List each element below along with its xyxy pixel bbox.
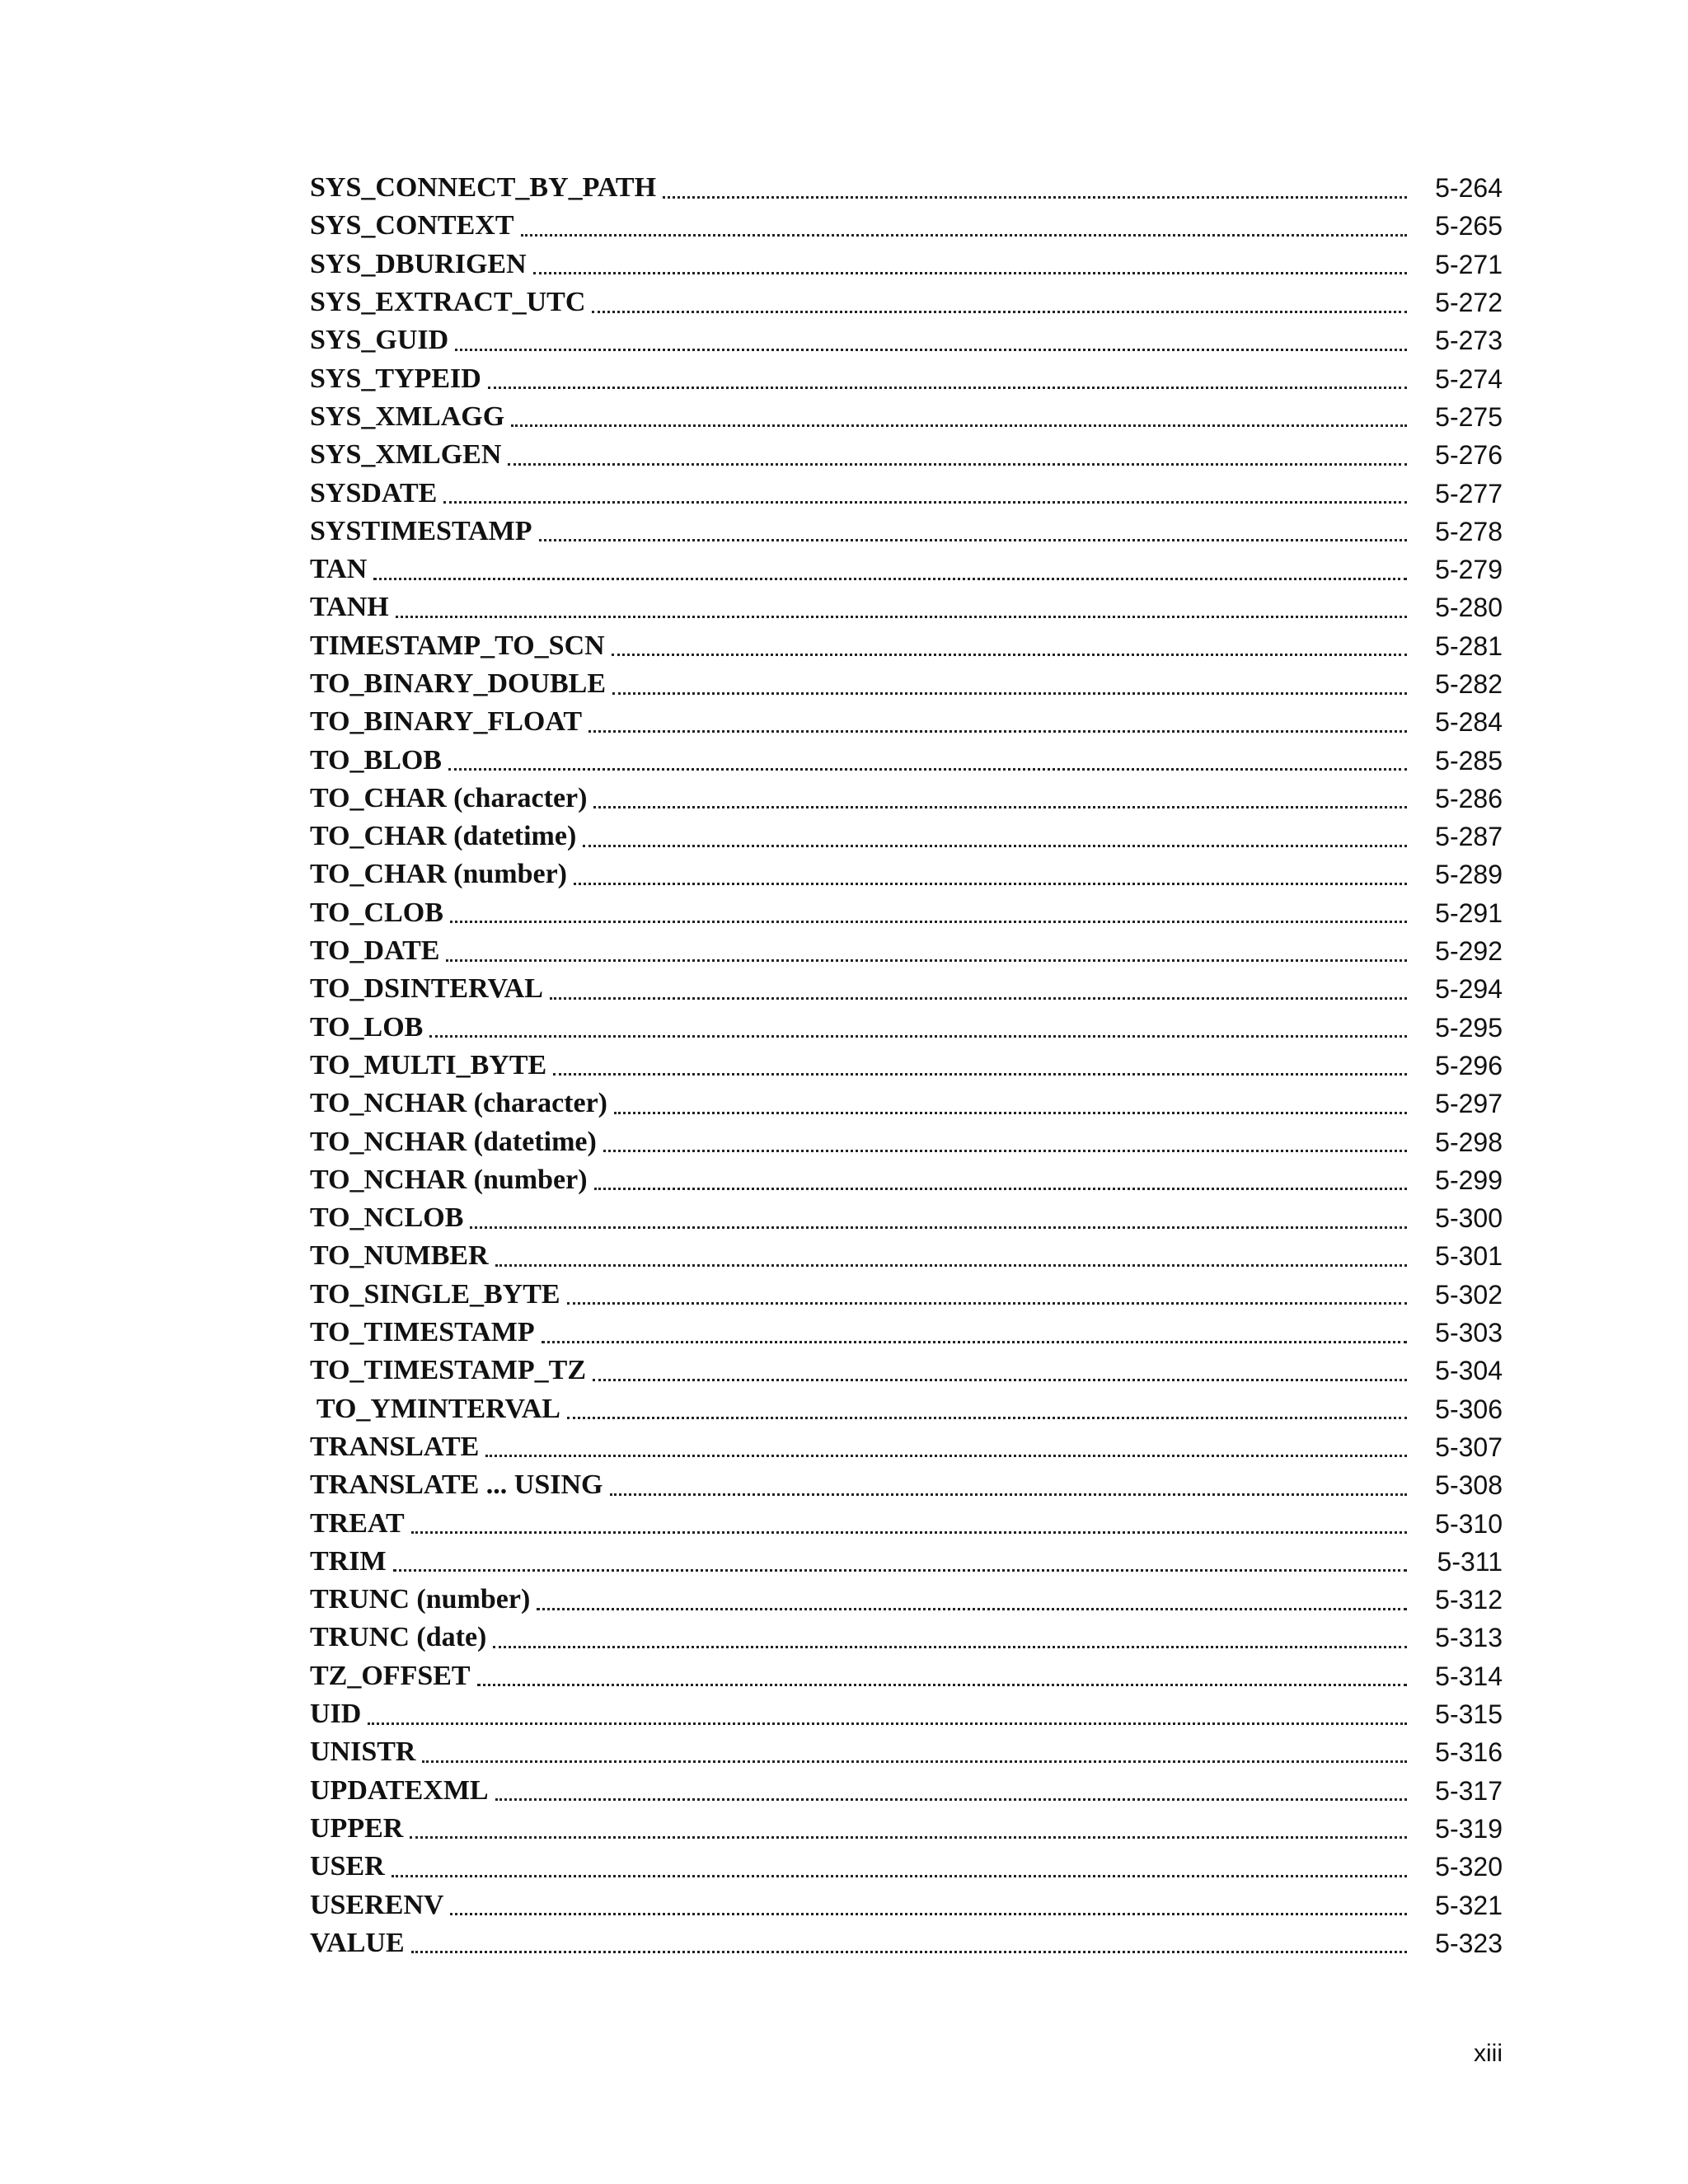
toc-entry-page-number: 5-299 xyxy=(1435,1165,1503,1195)
dot-leader xyxy=(443,501,1407,504)
dot-leader xyxy=(470,1226,1407,1229)
toc-entry-title: VALUE xyxy=(310,1927,405,1958)
dot-leader xyxy=(411,1951,1407,1953)
toc-entry-page-number: 5-295 xyxy=(1435,1012,1503,1043)
toc-entry-title: TO_NCHAR (datetime) xyxy=(310,1126,597,1157)
page-number-folio: xiii xyxy=(1474,2040,1503,2067)
toc-entry-title: SYS_CONNECT_BY_PATH xyxy=(310,172,657,204)
toc-entry-title: TO_SINGLE_BYTE xyxy=(310,1278,560,1310)
dot-leader xyxy=(396,616,1407,618)
toc-entry-title: TRANSLATE xyxy=(310,1431,480,1462)
toc-entry-title: TO_DATE xyxy=(310,935,440,967)
toc-entry-page-number: 5-323 xyxy=(1435,1928,1503,1958)
dot-leader xyxy=(612,654,1407,656)
dot-leader xyxy=(411,1531,1407,1534)
toc-entry-page-number: 5-264 xyxy=(1435,173,1503,204)
dot-leader xyxy=(594,1188,1407,1190)
toc-entry-title: TO_BLOB xyxy=(310,744,442,776)
toc-entry-page-number: 5-312 xyxy=(1435,1585,1503,1615)
toc-entry-title: TIMESTAMP_TO_SCN xyxy=(310,630,605,661)
dot-leader xyxy=(588,730,1407,733)
dot-leader xyxy=(610,1493,1407,1496)
toc-entry-page-number: 5-301 xyxy=(1435,1241,1503,1272)
dot-leader xyxy=(663,196,1407,199)
dot-leader xyxy=(495,1264,1407,1267)
toc-entry[interactable] xyxy=(310,359,1503,397)
toc-entry-title: TO_CHAR (number) xyxy=(310,859,567,890)
toc-entry-page-number: 5-310 xyxy=(1435,1508,1503,1539)
toc-entry-page-number: 5-313 xyxy=(1435,1623,1503,1653)
dot-leader xyxy=(495,1798,1407,1801)
toc-entry-title: TREAT xyxy=(310,1507,405,1539)
toc-entry[interactable] xyxy=(310,1543,1503,1581)
dot-leader xyxy=(592,311,1407,313)
toc-entry-title: TO_BINARY_FLOAT xyxy=(310,706,583,738)
dot-leader xyxy=(550,997,1407,1000)
toc-entry-title: SYSDATE xyxy=(310,477,438,509)
dot-leader xyxy=(533,272,1407,274)
toc-entry-page-number: 5-300 xyxy=(1435,1203,1503,1234)
toc-entry-title: TO_TIMESTAMP_TZ xyxy=(310,1355,587,1386)
toc-entry[interactable] xyxy=(310,1276,1503,1314)
toc-entry-page-number: 5-316 xyxy=(1435,1737,1503,1768)
toc-entry[interactable] xyxy=(310,1390,1503,1428)
dot-leader xyxy=(422,1760,1407,1763)
dot-leader xyxy=(539,539,1407,541)
toc-entry-page-number: 5-304 xyxy=(1435,1356,1503,1386)
toc-entry-title: SYS_DBURIGEN xyxy=(310,248,527,279)
toc-entry[interactable] xyxy=(310,436,1503,474)
toc-entry-title: TZ_OFFSET xyxy=(310,1660,471,1691)
toc-entry-page-number: 5-279 xyxy=(1435,555,1503,585)
dot-leader xyxy=(593,806,1407,808)
toc-entry-page-number: 5-297 xyxy=(1435,1089,1503,1119)
toc-entry[interactable] xyxy=(310,1657,1503,1695)
toc-entry[interactable] xyxy=(310,703,1503,741)
toc-entry-page-number: 5-277 xyxy=(1435,478,1503,509)
toc-entry-page-number: 5-303 xyxy=(1435,1318,1503,1348)
toc-entry-title: UPDATEXML xyxy=(310,1774,489,1806)
toc-entry-page-number: 5-311 xyxy=(1437,1546,1503,1577)
dot-leader xyxy=(392,1875,1407,1877)
dot-leader xyxy=(448,768,1407,771)
toc-entry[interactable] xyxy=(310,321,1503,359)
toc-entry[interactable] xyxy=(310,207,1503,245)
dot-leader xyxy=(614,1112,1407,1114)
dot-leader xyxy=(477,1684,1407,1686)
toc-entry-title: TO_NCLOB xyxy=(310,1202,464,1234)
toc-entry-page-number: 5-286 xyxy=(1435,783,1503,813)
dot-leader xyxy=(593,1379,1407,1381)
toc-entry-title: TRANSLATE ... USING xyxy=(310,1469,603,1501)
toc-entry-title: SYS_XMLAGG xyxy=(310,401,505,432)
toc-entry[interactable] xyxy=(310,818,1503,855)
toc-entry[interactable] xyxy=(310,741,1503,779)
toc-entry[interactable] xyxy=(310,932,1503,970)
toc-entry-page-number: 5-287 xyxy=(1435,822,1503,852)
dot-leader xyxy=(450,921,1407,923)
toc-entry-page-number: 5-306 xyxy=(1435,1394,1503,1424)
toc-entry[interactable] xyxy=(310,1009,1503,1047)
toc-entry-title: TO_LOB xyxy=(310,1011,424,1043)
dot-leader xyxy=(542,1341,1407,1343)
toc-entry[interactable] xyxy=(310,780,1503,818)
dot-leader xyxy=(368,1722,1407,1725)
toc-entry-page-number: 5-276 xyxy=(1435,440,1503,471)
toc-entry[interactable] xyxy=(310,627,1503,665)
toc-entry[interactable] xyxy=(310,1733,1503,1771)
dot-leader xyxy=(603,1150,1407,1152)
toc-entry-title: TO_BINARY_DOUBLE xyxy=(310,668,607,699)
toc-entry[interactable] xyxy=(310,246,1503,284)
dot-leader xyxy=(493,1646,1407,1648)
toc-entry-title: TO_TIMESTAMP xyxy=(310,1317,535,1348)
toc-entry[interactable] xyxy=(310,169,1503,207)
toc-entry-page-number: 5-273 xyxy=(1435,326,1503,356)
toc-entry-title: TO_MULTI_BYTE xyxy=(310,1049,547,1080)
toc-entry-title: SYS_CONTEXT xyxy=(310,210,514,241)
dot-leader xyxy=(455,349,1407,351)
dot-leader xyxy=(612,692,1407,695)
toc-entry-title: TANH xyxy=(310,592,389,623)
toc-entry-title: SYSTIMESTAMP xyxy=(310,515,532,546)
dot-leader xyxy=(511,424,1407,427)
dot-leader xyxy=(521,234,1407,237)
dot-leader xyxy=(429,1035,1407,1038)
toc-entry-title: TRUNC (number) xyxy=(310,1584,531,1615)
toc-entry[interactable] xyxy=(310,398,1503,436)
toc-entry-page-number: 5-294 xyxy=(1435,974,1503,1005)
toc-entry-page-number: 5-278 xyxy=(1435,516,1503,546)
toc-entry-page-number: 5-314 xyxy=(1435,1661,1503,1691)
toc-entry[interactable] xyxy=(310,1581,1503,1619)
toc-entry[interactable] xyxy=(310,665,1503,703)
toc-entry-page-number: 5-271 xyxy=(1435,249,1503,279)
toc-entry-page-number: 5-282 xyxy=(1435,669,1503,699)
toc-entry-title: TAN xyxy=(310,554,368,585)
dot-leader xyxy=(508,463,1407,466)
toc-entry-title: TRUNC (date) xyxy=(310,1622,487,1653)
toc-entry[interactable] xyxy=(310,1619,1503,1657)
dot-leader xyxy=(446,959,1407,962)
toc-entry[interactable] xyxy=(310,513,1503,551)
toc-entry[interactable] xyxy=(310,474,1503,512)
toc-entry-title: TO_CHAR (character) xyxy=(310,782,588,813)
toc-entry[interactable] xyxy=(310,1924,1503,1962)
toc-entry-page-number: 5-274 xyxy=(1435,363,1503,394)
toc-entry-title: SYS_GUID xyxy=(310,325,449,356)
toc-entry-title: TRIM xyxy=(310,1545,387,1577)
toc-entry[interactable] xyxy=(310,1161,1503,1199)
toc-entry[interactable] xyxy=(310,284,1503,321)
dot-leader xyxy=(485,1455,1407,1457)
toc-entry[interactable] xyxy=(310,588,1503,626)
dot-leader xyxy=(373,578,1407,580)
toc-entry-page-number: 5-298 xyxy=(1435,1127,1503,1157)
dot-leader xyxy=(393,1569,1407,1572)
table-of-contents xyxy=(310,169,1503,1962)
toc-entry-page-number: 5-285 xyxy=(1435,745,1503,776)
toc-entry-page-number: 5-307 xyxy=(1435,1432,1503,1462)
toc-entry-page-number: 5-308 xyxy=(1435,1470,1503,1501)
toc-entry-page-number: 5-291 xyxy=(1435,898,1503,928)
dot-leader xyxy=(410,1836,1407,1839)
toc-entry-title: TO_CLOB xyxy=(310,897,443,928)
toc-entry[interactable] xyxy=(310,1695,1503,1733)
toc-entry[interactable] xyxy=(310,1810,1503,1848)
toc-entry[interactable] xyxy=(310,1314,1503,1352)
toc-entry-page-number: 5-320 xyxy=(1435,1852,1503,1882)
toc-entry-title: TO_CHAR (datetime) xyxy=(310,821,577,852)
toc-entry-title: UNISTR xyxy=(310,1736,416,1768)
toc-entry-title: TO_YMINTERVAL xyxy=(310,1393,560,1424)
toc-entry[interactable] xyxy=(310,1237,1503,1275)
toc-entry-title: TO_DSINTERVAL xyxy=(310,973,543,1005)
toc-entry[interactable] xyxy=(310,1047,1503,1085)
toc-entry-title: UID xyxy=(310,1699,362,1730)
toc-entry[interactable] xyxy=(310,1352,1503,1390)
toc-entry[interactable] xyxy=(310,1466,1503,1504)
dot-leader xyxy=(537,1608,1407,1610)
dot-leader xyxy=(450,1913,1407,1915)
toc-entry-page-number: 5-265 xyxy=(1435,211,1503,241)
toc-entry-title: USERENV xyxy=(310,1889,444,1920)
toc-entry[interactable] xyxy=(310,894,1503,932)
dot-leader xyxy=(567,1417,1407,1419)
toc-entry-page-number: 5-272 xyxy=(1435,288,1503,318)
toc-entry-page-number: 5-317 xyxy=(1435,1775,1503,1806)
toc-entry-page-number: 5-289 xyxy=(1435,860,1503,890)
toc-entry-page-number: 5-275 xyxy=(1435,401,1503,432)
toc-entry-title: TO_NCHAR (number) xyxy=(310,1164,588,1195)
toc-entry[interactable] xyxy=(310,1848,1503,1886)
toc-entry[interactable] xyxy=(310,1771,1503,1809)
toc-entry-page-number: 5-315 xyxy=(1435,1699,1503,1730)
toc-entry-page-number: 5-280 xyxy=(1435,593,1503,623)
dot-leader xyxy=(574,883,1407,885)
toc-entry-title: UPPER xyxy=(310,1812,404,1844)
toc-entry-page-number: 5-319 xyxy=(1435,1813,1503,1844)
toc-entry[interactable] xyxy=(310,1199,1503,1237)
toc-entry-page-number: 5-302 xyxy=(1435,1279,1503,1310)
dot-leader xyxy=(488,387,1407,389)
dot-leader xyxy=(583,845,1407,847)
toc-entry-title: SYS_TYPEID xyxy=(310,363,481,394)
toc-entry[interactable] xyxy=(310,1085,1503,1122)
toc-entry-title: SYS_XMLGEN xyxy=(310,439,502,471)
toc-entry[interactable] xyxy=(310,1122,1503,1160)
toc-entry-page-number: 5-296 xyxy=(1435,1050,1503,1080)
toc-entry-title: TO_NCHAR (character) xyxy=(310,1088,608,1119)
dot-leader xyxy=(567,1302,1407,1305)
toc-entry[interactable] xyxy=(310,551,1503,588)
dot-leader xyxy=(553,1073,1407,1076)
toc-entry[interactable] xyxy=(310,1886,1503,1924)
toc-entry-title: USER xyxy=(310,1851,385,1882)
toc-entry[interactable] xyxy=(310,1428,1503,1466)
toc-entry-page-number: 5-292 xyxy=(1435,936,1503,967)
toc-entry-title: SYS_EXTRACT_UTC xyxy=(310,287,586,318)
toc-entry-page-number: 5-321 xyxy=(1435,1890,1503,1920)
toc-entry-page-number: 5-281 xyxy=(1435,630,1503,661)
toc-entry[interactable] xyxy=(310,970,1503,1008)
toc-entry-page-number: 5-284 xyxy=(1435,707,1503,738)
toc-entry-title: TO_NUMBER xyxy=(310,1240,489,1272)
toc-entry[interactable] xyxy=(310,1504,1503,1542)
toc-entry[interactable] xyxy=(310,855,1503,893)
